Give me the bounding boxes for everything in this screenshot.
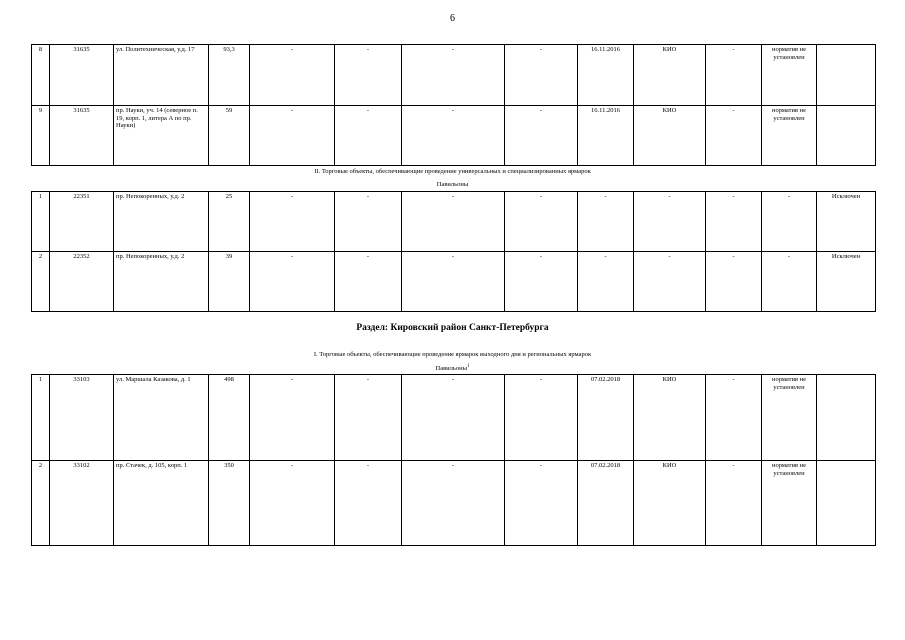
- table-row: [32, 192, 876, 252]
- cell-value: -: [706, 192, 762, 252]
- table-pavilions: [31, 191, 876, 312]
- cell-address: пр. Непокоренных, у.д. 2: [114, 252, 209, 312]
- table-row: [32, 375, 876, 461]
- cell-note: [817, 461, 876, 546]
- cell-area: 350: [209, 461, 250, 546]
- cell-date: 07.02.2018: [578, 461, 634, 546]
- cell-number: 2: [32, 252, 50, 312]
- cell-value: -: [250, 252, 335, 312]
- cell-number: 8: [32, 45, 50, 106]
- cell-code: 22351: [50, 192, 114, 252]
- cell-authority: КИО: [634, 461, 706, 546]
- cell-address: пр. Науки, уч. 14 (северное п. 19, корп. 1, литера А по пр. Науки): [114, 106, 209, 166]
- cell-value: -: [250, 106, 335, 166]
- cell-value: -: [402, 192, 505, 252]
- cell-norm: норматив не установлен: [762, 45, 817, 106]
- cell-value: -: [706, 45, 762, 106]
- cell-code: 33103: [50, 375, 114, 461]
- cell-date: 16.11.2016: [578, 45, 634, 106]
- cell-value: -: [250, 375, 335, 461]
- cell-area: 25: [209, 192, 250, 252]
- cell-note: [817, 106, 876, 166]
- cell-date: -: [578, 252, 634, 312]
- cell-norm: -: [762, 252, 817, 312]
- cell-authority: КИО: [634, 45, 706, 106]
- cell-authority: КИО: [634, 375, 706, 461]
- cell-area: 498: [209, 375, 250, 461]
- cell-area: 93,3: [209, 45, 250, 106]
- cell-address: пр. Стачек, д. 105, корп. 1: [114, 461, 209, 546]
- cell-address: ул. Маршала Казакова, д. 1: [114, 375, 209, 461]
- cell-value: -: [250, 45, 335, 106]
- cell-value: -: [335, 106, 402, 166]
- section-caption: II. Торговые объекты, обеспечивающие проведение универсальных и специализированных ярмарок: [314, 168, 591, 175]
- cell-value: -: [335, 461, 402, 546]
- cell-value: -: [402, 252, 505, 312]
- cell-norm: норматив не установлен: [762, 106, 817, 166]
- cell-value: -: [402, 45, 505, 106]
- subsection-caption: [0, 364, 905, 372]
- cell-date: -: [578, 192, 634, 252]
- cell-date: 16.11.2016: [578, 106, 634, 166]
- cell-note: Исключен: [817, 192, 876, 252]
- page-number: 6: [450, 13, 455, 24]
- footnote-mark: 1: [466, 364, 470, 369]
- cell-number: 2: [32, 461, 50, 546]
- table-row: [32, 461, 876, 546]
- cell-note: [817, 375, 876, 461]
- cell-number: 1: [32, 375, 50, 461]
- cell-authority: -: [634, 192, 706, 252]
- cell-address: ул. Политехническая, у.д. 17: [114, 45, 209, 106]
- cell-code: 33102: [50, 461, 114, 546]
- cell-value: -: [505, 192, 578, 252]
- cell-value: -: [402, 375, 505, 461]
- cell-number: 9: [32, 106, 50, 166]
- table-kirov-pavilions: [31, 374, 876, 546]
- cell-number: 1: [32, 192, 50, 252]
- cell-value: -: [706, 375, 762, 461]
- cell-value: -: [250, 461, 335, 546]
- cell-code: 31635: [50, 45, 114, 106]
- section-caption: I. Торговые объекты, обеспечивающие проведение ярмарок выходного дня и региональных ярмарок: [313, 351, 592, 358]
- cell-value: -: [505, 106, 578, 166]
- cell-value: -: [335, 375, 402, 461]
- table-row: [32, 45, 876, 106]
- cell-value: -: [335, 45, 402, 106]
- cell-norm: норматив не установлен: [762, 375, 817, 461]
- cell-value: -: [402, 106, 505, 166]
- cell-code: 31635: [50, 106, 114, 166]
- cell-value: -: [250, 192, 335, 252]
- cell-address: пр. Непокоренных, у.д. 2: [114, 192, 209, 252]
- cell-authority: -: [634, 252, 706, 312]
- cell-note: [817, 45, 876, 106]
- cell-area: 39: [209, 252, 250, 312]
- cell-area: 59: [209, 106, 250, 166]
- subsection-caption-text: Павильоны: [435, 365, 467, 373]
- cell-value: -: [706, 106, 762, 166]
- table-objects-top: [31, 44, 876, 166]
- cell-date: 07.02.2018: [578, 375, 634, 461]
- cell-value: -: [505, 252, 578, 312]
- cell-code: 22352: [50, 252, 114, 312]
- cell-value: -: [505, 375, 578, 461]
- cell-norm: -: [762, 192, 817, 252]
- cell-value: -: [402, 461, 505, 546]
- cell-norm: норматив не установлен: [762, 461, 817, 546]
- table-row: [32, 106, 876, 166]
- cell-value: -: [335, 192, 402, 252]
- cell-value: -: [505, 45, 578, 106]
- cell-note: Исключен: [817, 252, 876, 312]
- cell-value: -: [706, 461, 762, 546]
- cell-value: -: [706, 252, 762, 312]
- cell-value: -: [335, 252, 402, 312]
- table-row: [32, 252, 876, 312]
- subsection-caption: Павильоны: [436, 181, 469, 188]
- district-heading: Раздел: Кировский район Санкт-Петербурга: [356, 323, 549, 333]
- cell-authority: КИО: [634, 106, 706, 166]
- cell-value: -: [505, 461, 578, 546]
